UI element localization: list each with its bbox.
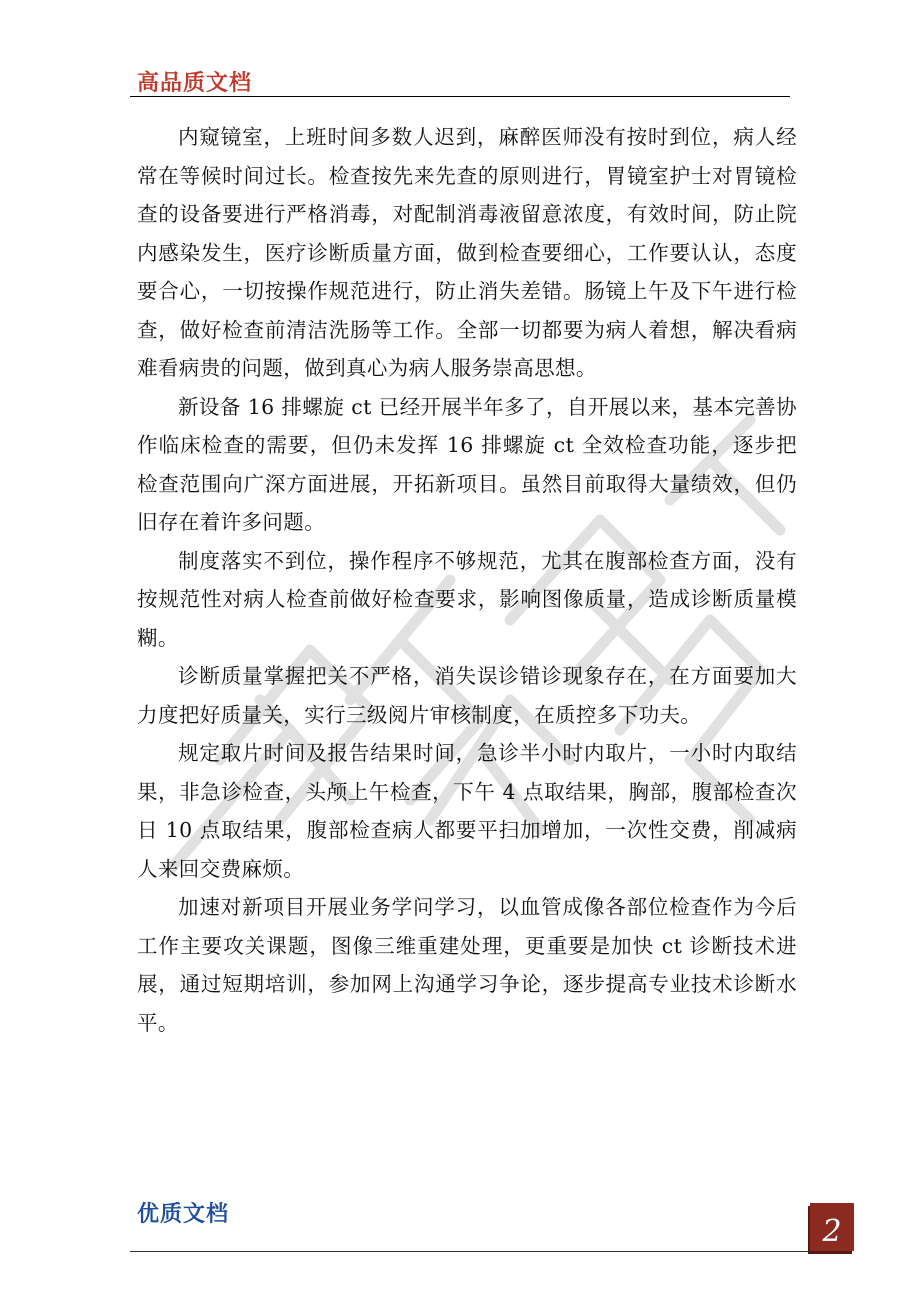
paragraph-training: 加速对新项目开展业务学问学习，以血管成像各部位检查作为今后工作主要攻关课题，图像三维重建处理，更重要是加快 ct 诊断技术进展，通过短期培训，参加网上沟通学习争论，逐步提高专业技术诊断水平。: [137, 895, 797, 1035]
paragraph-diagnosis-quality: 诊断质量掌握把关不严格，消失误诊错诊现象存在，在方面要加大力度把好质量关，实行三级阅片审核制度，在质控多下功夫。: [137, 664, 797, 727]
paragraph-endoscopy: 内窥镜室，上班时间多数人迟到，麻醉医师没有按时到位，病人经常在等候时间过长。检查按先来先查的原则进行，胃镜室护士对胃镜检查的设备要进行严格消毒，对配制消毒液留意浓度，有效时间，防止院内感染发生，医疗诊断质量方面，做到检查要细心，工作要认认，态度要合心，一切按操作规范进行，防止消失差错。肠镜上午及下午进行检查，做好检查前清洁洗肠等工作。全部一切都要为病人着想，解决看病难看病贵的问题，做到真心为病人服务崇高思想。: [137, 125, 797, 380]
paragraph-procedures: 制度落实不到位，操作程序不够规范，尤其在腹部检查方面，没有按规范性对病人检查前做好检查要求，影响图像质量，造成诊断质量模糊。: [137, 548, 797, 650]
page-number-badge: [810, 1203, 854, 1251]
footer-title: 优质文档: [137, 1202, 230, 1227]
footer-divider: [130, 1251, 810, 1252]
paragraph-ct-equipment: 新设备 16 排螺旋 ct 已经开展半年多了，自开展以来，基本完善协作临床检查的需要，但仍未发挥 16 排螺旋 ct 全效检查功能，逐步把检查范围向广深方面进展，开拓新项目。虽然目前取得大量绩效，但仍旧存在着许多问题。: [137, 394, 797, 534]
paragraph-result-times: 规定取片时间及报告结果时间，急诊半小时内取片，一小时内取结果，非急诊检查，头颅上午检查，下午 4 点取结果，胸部，腹部检查次日 10 点取结果，腹部检查病人都要平扫加增加，一次性交费，削减病人来回交费麻烦。: [137, 741, 797, 881]
document-body: [137, 118, 797, 1042]
header-divider: [130, 96, 790, 97]
header-title: 高品质文档: [137, 71, 253, 96]
page-number: 2: [822, 1214, 842, 1249]
